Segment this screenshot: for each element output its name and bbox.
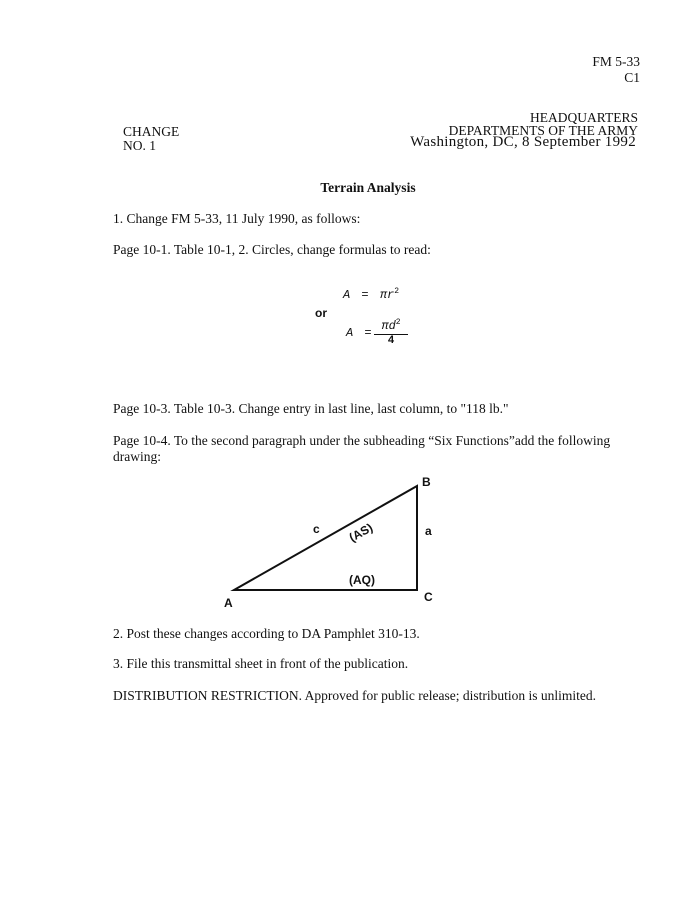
- vertex-b-label: B: [422, 475, 431, 489]
- angle-as-label: (AS): [346, 520, 376, 545]
- formula2-denominator: 4: [387, 335, 395, 347]
- triangle-shape: [234, 486, 417, 590]
- department: DEPARTMENTS OF THE ARMY: [448, 123, 638, 138]
- change-label: CHANGE: [123, 124, 180, 139]
- place-date: Washington, DC, 8 September 1992: [410, 134, 636, 150]
- change-number: NO. 1: [123, 138, 156, 153]
- formula-equals: =: [361, 288, 369, 302]
- side-c-label: c: [313, 522, 320, 536]
- formula-circle-radius: [343, 287, 399, 302]
- side-a-label: a: [425, 524, 432, 538]
- formula2-numerator: $\pi d^2$: [381, 318, 401, 333]
- fm-number: FM 5-33: [592, 54, 640, 69]
- formula2-lhs: A: [346, 326, 354, 340]
- paragraph-3: Page 10-3. Table 10-3. Change entry in last line, last column, to "118 lb.": [113, 401, 509, 416]
- change-code: C1: [624, 70, 640, 85]
- page-title: Terrain Analysis: [320, 180, 416, 195]
- paragraph-6: 3. File this transmittal sheet in front of the publication.: [113, 656, 409, 671]
- headquarters: HEADQUARTERS: [530, 110, 638, 125]
- distribution-restriction: DISTRIBUTION RESTRICTION. Approved for public release; distribution is unlimited.: [113, 688, 596, 703]
- formula2-equals: =: [364, 326, 372, 340]
- formula-lhs: A: [343, 288, 351, 302]
- vertex-a-label: A: [224, 596, 233, 610]
- triangle-drawing: [210, 470, 450, 615]
- vertex-c-label: C: [424, 590, 433, 604]
- formula-exponent: 2: [394, 287, 400, 296]
- angle-aq-label: (AQ): [349, 573, 375, 587]
- paragraph-2: Page 10-1. Table 10-1, 2. Circles, change formulas to read:: [113, 242, 431, 257]
- paragraph-4: Page 10-4. To the second paragraph under the subheading “Six Functions”add the following drawing:: [113, 433, 611, 464]
- paragraph-1: 1. Change FM 5-33, 11 July 1990, as follows:: [113, 211, 361, 226]
- formula2-fraction: [374, 318, 408, 347]
- formula-or: or: [315, 306, 327, 320]
- formula-circle-diameter-lhs: [346, 326, 376, 340]
- paragraph-5: 2. Post these changes according to DA Pamphlet 310-13.: [113, 626, 420, 641]
- formula-rhs: πr: [379, 288, 395, 302]
